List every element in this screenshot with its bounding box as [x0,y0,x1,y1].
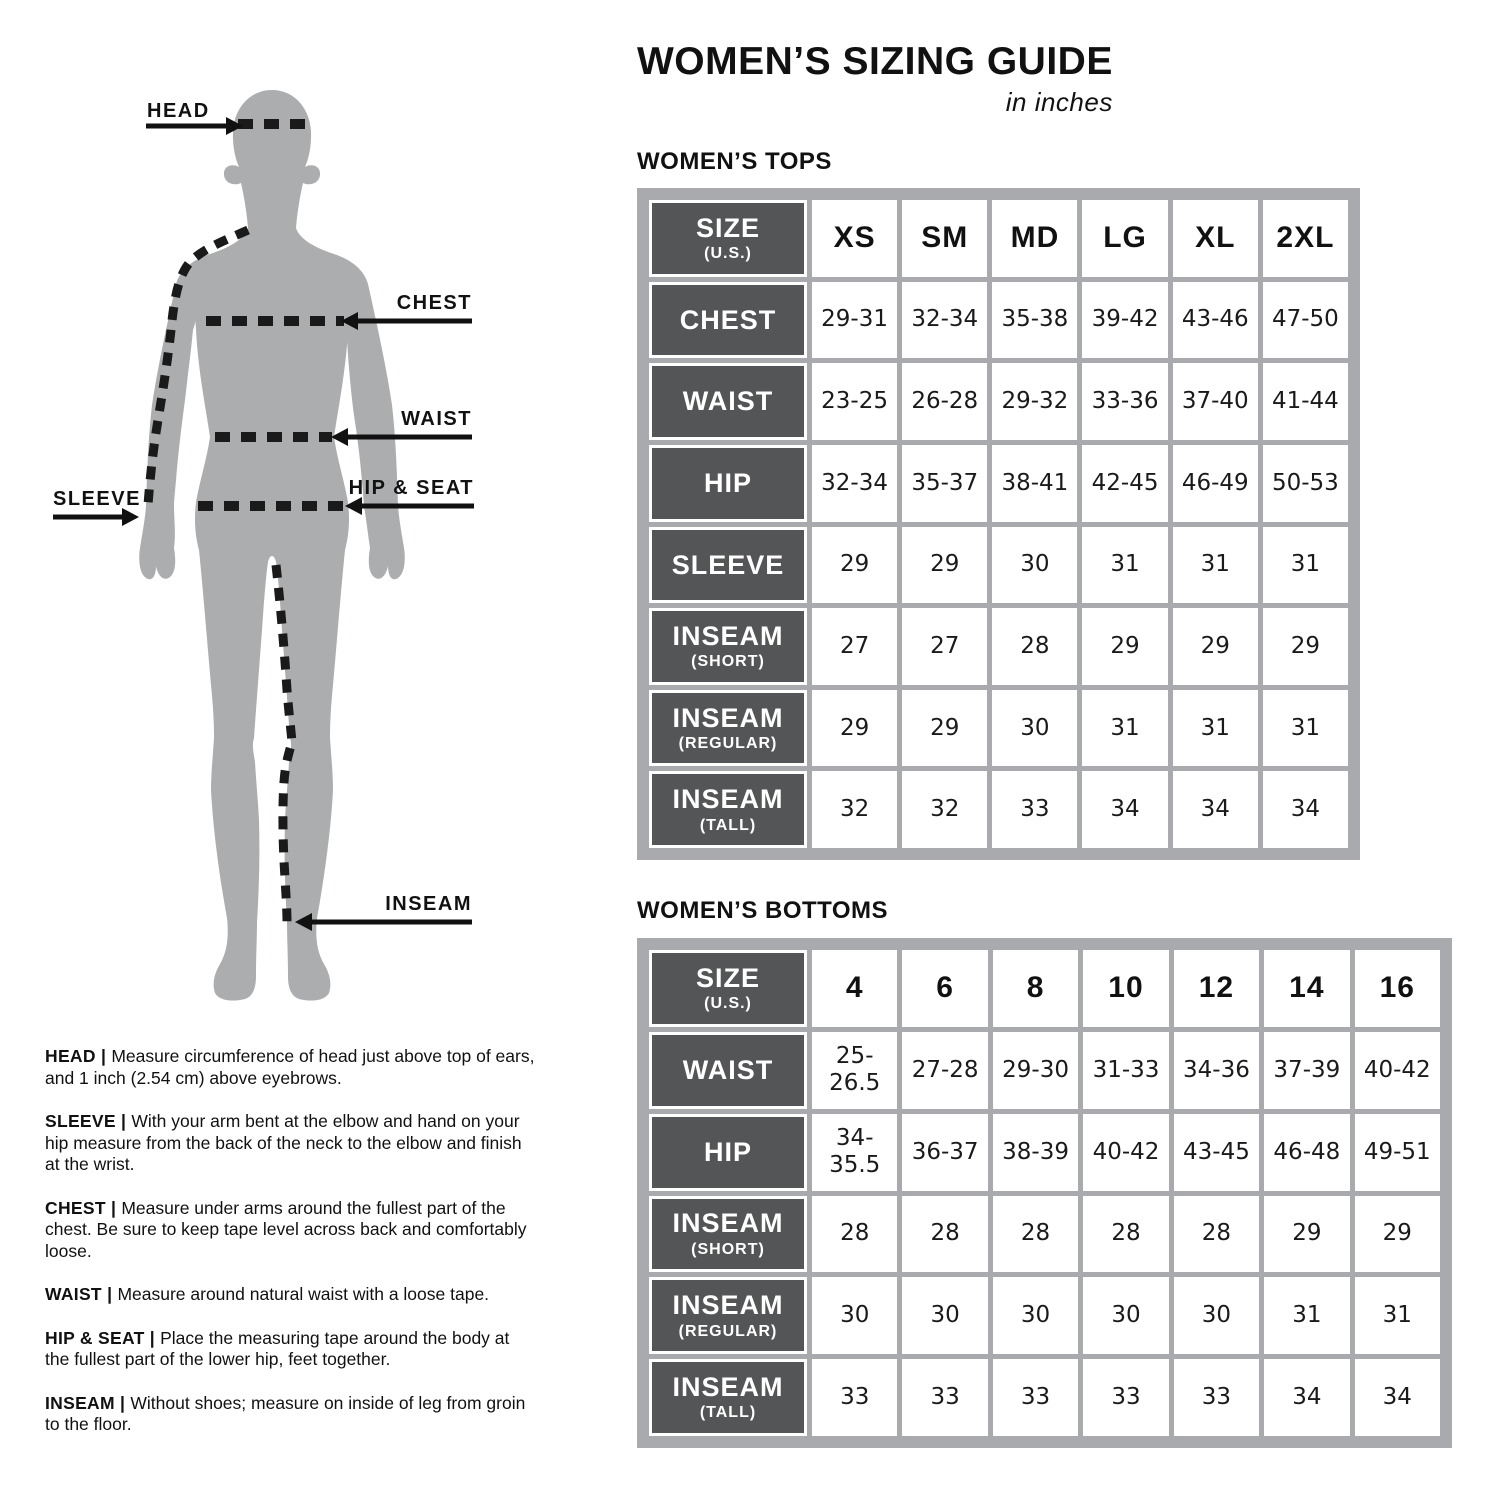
body-silhouette [139,90,405,1001]
sleeve-arrowhead [122,508,139,526]
data-cell: 46-48 [1264,1114,1349,1191]
data-cell: 31 [1264,1277,1349,1354]
data-cell: 36-37 [902,1114,987,1191]
row-label-cell [649,282,807,359]
instruction-text: Without shoes; measure on inside of leg from groin to the floor. [45,1392,526,1434]
row-sublabel-text: (REGULAR) [678,1322,778,1340]
data-cell: 27-28 [902,1032,987,1109]
instruction-text: Measure circumference of head just above top of ears, and 1 inch (2.54 cm) above eyebrows. [45,1046,535,1088]
instruction-item [45,1328,537,1371]
data-cell: 30 [1174,1277,1259,1354]
instruction-text: With your arm bent at the elbow and hand on your hip measure from the back of the neck to the elbow and finish at the wrist. [45,1111,522,1174]
measurement-instructions [45,1046,537,1458]
column-header-cell: 6 [902,950,987,1027]
row-label-text: CHEST [679,304,777,335]
data-cell: 25-26.5 [812,1032,897,1109]
row-sublabel-text: (REGULAR) [678,734,778,752]
hip-seat-label: HIP & SEAT [348,477,474,499]
row-sublabel-text: (TALL) [699,1404,757,1422]
row-label-text: SLEEVE [671,549,785,580]
data-cell: 31 [1173,527,1258,604]
instruction-item [45,1046,537,1089]
row-sublabel-text: (TALL) [699,816,757,834]
instruction-item [45,1111,537,1176]
data-cell: 26-28 [902,363,987,440]
row-label-text: INSEAM [672,1208,784,1239]
instruction-label: HEAD | [45,1046,112,1066]
data-cell: 29-32 [992,363,1077,440]
corner-subtitle: (U.S.) [704,245,752,263]
data-cell: 29 [1264,1196,1349,1273]
sizing-table-bottoms [637,938,1452,1448]
data-cell: 41-44 [1263,363,1348,440]
data-cell: 30 [1083,1277,1168,1354]
section-title-tops: WOMEN’S TOPS [637,148,832,175]
row-sublabel-text: (SHORT) [691,1240,765,1258]
data-cell: 31 [1173,690,1258,767]
row-label-cell [649,1032,807,1109]
instruction-item [45,1198,537,1263]
row-label-cell [649,363,807,440]
data-cell: 33 [902,1359,987,1436]
head-label: HEAD [147,100,210,122]
row-label-cell [649,1277,807,1354]
data-cell: 31 [1263,690,1348,767]
data-cell: 37-40 [1173,363,1258,440]
row-label-text: INSEAM [672,620,784,651]
data-cell: 34 [1355,1359,1440,1436]
corner-subtitle: (U.S.) [704,995,752,1013]
data-cell: 29 [1263,608,1348,685]
corner-title: SIZE [695,962,760,993]
sleeve-label: SLEEVE [53,488,141,510]
section-title-bottoms: WOMEN’S BOTTOMS [637,897,889,924]
data-cell: 38-39 [993,1114,1078,1191]
data-cell: 33-36 [1082,363,1167,440]
table-corner-cell [649,950,807,1027]
column-header-cell: XL [1173,200,1258,277]
column-header-cell: XS [812,200,897,277]
data-cell: 31 [1355,1277,1440,1354]
data-cell: 40-42 [1083,1114,1168,1191]
column-header-cell: 10 [1083,950,1168,1027]
row-label-text: WAIST [682,386,774,417]
table-corner-cell [649,200,807,277]
corner-title: SIZE [695,212,760,243]
data-cell: 31-33 [1083,1032,1168,1109]
instruction-label: CHEST | [45,1197,122,1218]
row-label-cell [649,771,807,848]
data-cell: 28 [1083,1196,1168,1273]
data-cell: 33 [992,771,1077,848]
data-cell: 29 [1082,608,1167,685]
chest-label: CHEST [396,292,472,314]
row-label-text: HIP [703,468,752,499]
data-cell: 46-49 [1173,445,1258,522]
instruction-text: Measure around natural waist with a loose tape. [117,1284,490,1304]
data-cell: 28 [993,1196,1078,1273]
data-cell: 30 [902,1277,987,1354]
row-label-text: INSEAM [672,1372,784,1403]
row-sublabel-text: (SHORT) [691,653,765,671]
body-measurement-diagram [0,0,600,1050]
data-cell: 47-50 [1263,282,1348,359]
data-cell: 32 [902,771,987,848]
data-cell: 50-53 [1263,445,1348,522]
instruction-text: Place the measuring tape around the body at the fullest part of the lower hip, feet together. [45,1327,510,1369]
page-title: WOMEN’S SIZING GUIDE [637,40,1113,83]
data-cell: 35-38 [992,282,1077,359]
data-cell: 43-45 [1174,1114,1259,1191]
data-cell: 29 [902,690,987,767]
data-cell: 29 [812,690,897,767]
row-label-cell [649,1114,807,1191]
row-label-cell [649,1359,807,1436]
column-header-cell: 4 [812,950,897,1027]
column-header-cell: 16 [1355,950,1440,1027]
data-cell: 32 [812,771,897,848]
data-cell: 43-46 [1173,282,1258,359]
data-cell: 31 [1263,527,1348,604]
data-cell: 29 [812,527,897,604]
data-cell: 29 [1173,608,1258,685]
row-label-cell [649,608,807,685]
data-cell: 34 [1264,1359,1349,1436]
sizing-table-tops [637,188,1360,860]
column-header-cell: MD [992,200,1077,277]
data-cell: 30 [993,1277,1078,1354]
row-label-text: INSEAM [672,784,784,815]
data-cell: 33 [1083,1359,1168,1436]
data-cell: 28 [812,1196,897,1273]
column-header-cell: 12 [1174,950,1259,1027]
instruction-label: INSEAM | [45,1392,131,1413]
data-cell: 49-51 [1355,1114,1440,1191]
data-cell: 28 [902,1196,987,1273]
row-label-cell [649,690,807,767]
data-cell: 38-41 [992,445,1077,522]
instruction-item [45,1393,537,1436]
column-header-cell: SM [902,200,987,277]
waist-label: WAIST [401,408,472,430]
data-cell: 40-42 [1355,1032,1440,1109]
inseam-label: INSEAM [385,893,472,915]
sizing-table-tops-grid [649,200,1348,848]
data-cell: 31 [1082,527,1167,604]
row-label-cell [649,527,807,604]
instruction-label: HIP & SEAT | [45,1327,161,1348]
data-cell: 34-36 [1174,1032,1259,1109]
data-cell: 30 [992,527,1077,604]
instruction-text: Measure under arms around the fullest part of the chest. Be sure to keep tape level across back and comfortably loose. [45,1197,527,1261]
instruction-label: SLEEVE | [45,1111,132,1131]
column-header-cell: 2XL [1263,200,1348,277]
data-cell: 33 [812,1359,897,1436]
column-header-cell: 14 [1264,950,1349,1027]
row-label-text: WAIST [682,1055,774,1086]
data-cell: 30 [992,690,1077,767]
row-label-text: HIP [703,1136,752,1167]
row-label-text: INSEAM [672,1290,784,1321]
column-header-cell: 8 [993,950,1078,1027]
data-cell: 33 [1174,1359,1259,1436]
data-cell: 29-31 [812,282,897,359]
data-cell: 30 [812,1277,897,1354]
data-cell: 34 [1263,771,1348,848]
instruction-label: WAIST | [45,1284,118,1304]
data-cell: 34 [1173,771,1258,848]
data-cell: 34 [1082,771,1167,848]
sizing-table-bottoms-grid [649,950,1440,1436]
data-cell: 39-42 [1082,282,1167,359]
data-cell: 34-35.5 [812,1114,897,1191]
row-label-cell [649,445,807,522]
data-cell: 33 [993,1359,1078,1436]
page-subtitle: in inches [1005,87,1113,117]
data-cell: 32-34 [812,445,897,522]
data-cell: 35-37 [902,445,987,522]
data-cell: 28 [1174,1196,1259,1273]
data-cell: 37-39 [1264,1032,1349,1109]
title-block [637,42,1113,118]
data-cell: 31 [1082,690,1167,767]
row-label-cell [649,1196,807,1273]
data-cell: 27 [812,608,897,685]
row-label-text: INSEAM [672,702,784,733]
data-cell: 29 [1355,1196,1440,1273]
data-cell: 28 [992,608,1077,685]
data-cell: 23-25 [812,363,897,440]
column-header-cell: LG [1082,200,1167,277]
data-cell: 32-34 [902,282,987,359]
data-cell: 29-30 [993,1032,1078,1109]
instruction-item [45,1284,537,1306]
data-cell: 29 [902,527,987,604]
data-cell: 27 [902,608,987,685]
data-cell: 42-45 [1082,445,1167,522]
